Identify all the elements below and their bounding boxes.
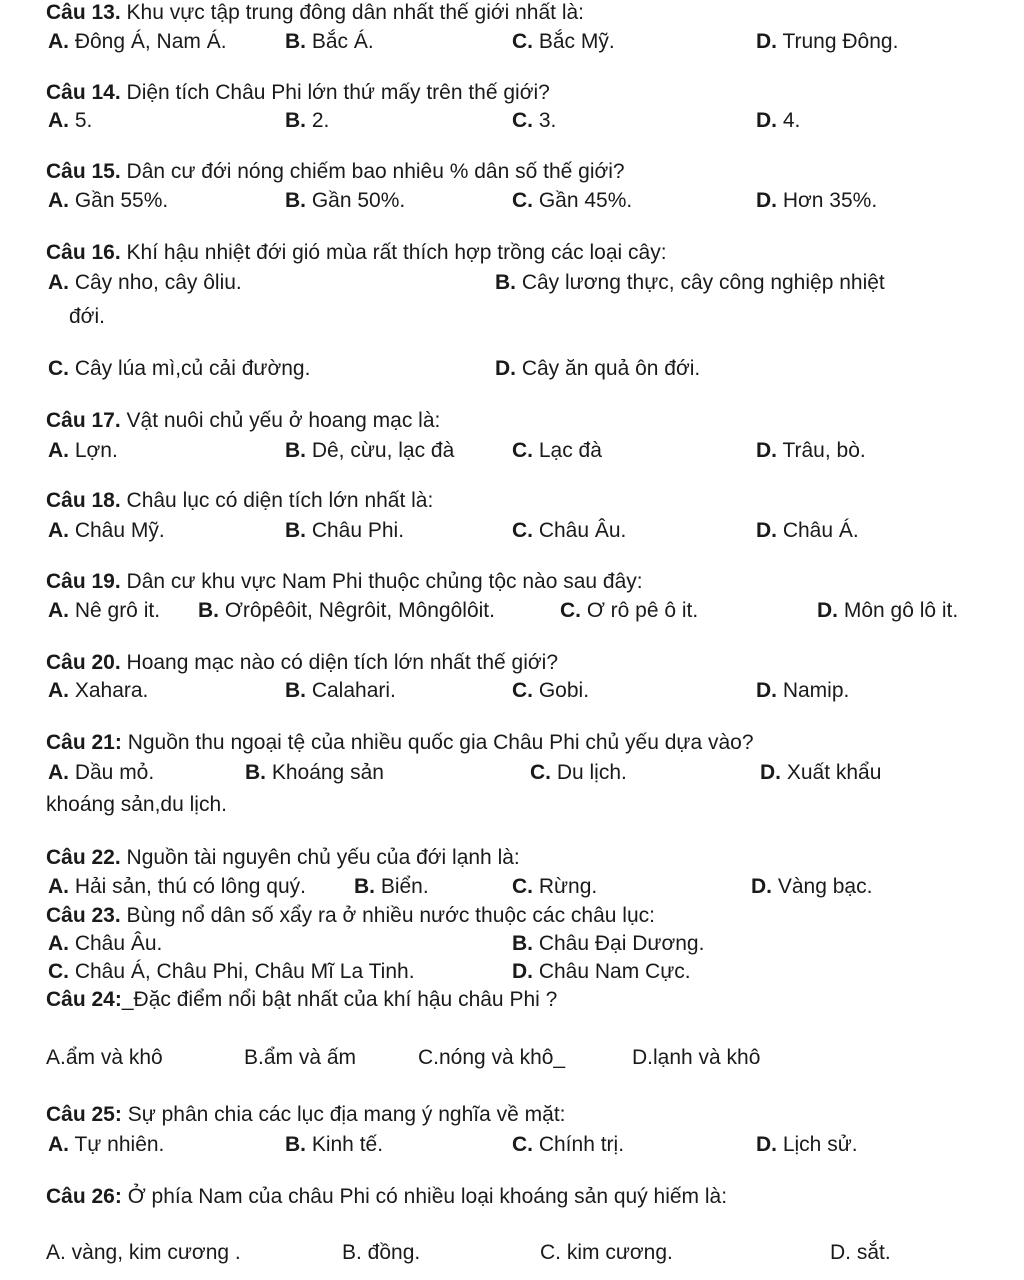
q13-option-d: D. Trung Đông. bbox=[756, 30, 899, 53]
q15-option-b: B. Gần 50%. bbox=[285, 189, 406, 212]
q18-option-b: B. Châu Phi. bbox=[285, 519, 405, 542]
q14-option-d: D. 4. bbox=[756, 109, 801, 132]
q17-option-b: B. Dê, cừu, lạc đà bbox=[285, 439, 455, 462]
question-19-stem: Câu 19. Dân cư khu vực Nam Phi thuộc chủng tộc nào sau đây: bbox=[46, 570, 643, 593]
question-14-stem: Câu 14. Diện tích Châu Phi lớn thứ mấy trên thế giới? bbox=[46, 81, 550, 104]
q16-option-b: B. Cây lương thực, cây công nghiệp nhiệt bbox=[495, 271, 885, 294]
question-20-stem: Câu 20. Hoang mạc nào có diện tích lớn nhất thế giới? bbox=[46, 651, 559, 674]
question-25-stem: Câu 25: Sự phân chia các lục địa mang ý nghĩa về mặt: bbox=[46, 1103, 566, 1126]
q16-option-b-continued: đới. bbox=[69, 305, 105, 328]
q15-option-d: D. Hơn 35%. bbox=[756, 189, 878, 212]
q17-option-c: C. Lạc đà bbox=[512, 439, 602, 462]
q21-option-a: A. Dầu mỏ. bbox=[48, 761, 155, 784]
question-18-stem: Câu 18. Châu lục có diện tích lớn nhất là: bbox=[46, 489, 434, 512]
question-24-stem: Câu 24:_Đặc điểm nổi bật nhất của khí hậu châu Phi ? bbox=[46, 988, 558, 1011]
q13-option-b: B. Bắc Á. bbox=[285, 30, 374, 53]
q21-option-b: B. Khoáng sản bbox=[245, 761, 384, 784]
q22-option-b: B. Biển. bbox=[354, 875, 429, 898]
q20-option-d: D. Namip. bbox=[756, 679, 850, 702]
q25-option-a: A. Tự nhiên. bbox=[48, 1133, 165, 1156]
q22-option-a: A. Hải sản, thú có lông quý. bbox=[48, 875, 306, 898]
q18-option-d: D. Châu Á. bbox=[756, 519, 859, 542]
q26-option-c: C. kim cương. bbox=[540, 1241, 673, 1264]
q14-option-a: A. 5. bbox=[48, 109, 93, 132]
q20-option-c: C. Gobi. bbox=[512, 679, 590, 702]
q23-option-b: B. Châu Đại Dương. bbox=[512, 932, 705, 955]
question-16-stem: Câu 16. Khí hậu nhiệt đới gió mùa rất thích hợp trồng các loại cây: bbox=[46, 241, 667, 264]
question-23-stem: Câu 23. Bùng nổ dân số xẩy ra ở nhiều nước thuộc các châu lục: bbox=[46, 904, 655, 927]
q16-option-c: C. Cây lúa mì,củ cải đường. bbox=[48, 357, 311, 380]
q26-option-b: B. đồng. bbox=[342, 1241, 421, 1264]
q24-option-a: A.ẩm và khô bbox=[46, 1046, 163, 1069]
q25-option-c: C. Chính trị. bbox=[512, 1133, 625, 1156]
question-22-stem: Câu 22. Nguồn tài nguyên chủ yếu của đới lạnh là: bbox=[46, 846, 520, 869]
q17-option-d: D. Trâu, bò. bbox=[756, 439, 866, 462]
q26-option-d: D. sắt. bbox=[830, 1241, 891, 1264]
q23-option-c: C. Châu Á, Châu Phi, Châu Mĩ La Tinh. bbox=[48, 960, 415, 983]
question-15-stem: Câu 15. Dân cư đới nóng chiếm bao nhiêu % dân số thế giới? bbox=[46, 160, 625, 183]
q19-option-a: A. Nê grô it. bbox=[48, 599, 161, 622]
q20-option-b: B. Calahari. bbox=[285, 679, 396, 702]
q13-option-a: A. Đông Á, Nam Á. bbox=[48, 30, 227, 53]
q14-option-c: C. 3. bbox=[512, 109, 557, 132]
q18-option-a: A. Châu Mỹ. bbox=[48, 519, 165, 542]
question-13-stem: Câu 13. Khu vực tập trung đông dân nhất thế giới nhất là: bbox=[46, 1, 585, 24]
q13-option-c: C. Bắc Mỹ. bbox=[512, 30, 615, 53]
q19-option-d: D. Môn gô lô it. bbox=[817, 599, 959, 622]
q21-option-c: C. Du lịch. bbox=[530, 761, 627, 784]
q19-option-c: C. Ơ rô pê ô it. bbox=[560, 599, 699, 622]
q24-option-c: C.nóng và khô_ bbox=[418, 1046, 566, 1069]
question-17-stem: Câu 17. Vật nuôi chủ yếu ở hoang mạc là: bbox=[46, 409, 441, 432]
q22-option-c: C. Rừng. bbox=[512, 875, 598, 898]
q26-option-a: A. vàng, kim cương . bbox=[46, 1241, 241, 1264]
q18-option-c: C. Châu Âu. bbox=[512, 519, 627, 542]
q21-option-d-continued: khoáng sản,du lịch. bbox=[46, 793, 227, 816]
q17-option-a: A. Lợn. bbox=[48, 439, 118, 462]
q16-option-d: D. Cây ăn quả ôn đới. bbox=[495, 357, 701, 380]
q20-option-a: A. Xahara. bbox=[48, 679, 149, 702]
q14-option-b: B. 2. bbox=[285, 109, 330, 132]
q24-option-b: B.ẩm và ấm bbox=[244, 1046, 357, 1069]
q23-option-d: D. Châu Nam Cực. bbox=[512, 960, 691, 983]
q25-option-b: B. Kinh tế. bbox=[285, 1133, 384, 1156]
q22-option-d: D. Vàng bạc. bbox=[751, 875, 873, 898]
q15-option-a: A. Gần 55%. bbox=[48, 189, 169, 212]
question-26-stem: Câu 26: Ở phía Nam của châu Phi có nhiều loại khoáng sản quý hiếm là: bbox=[46, 1185, 728, 1208]
q21-option-d: D. Xuất khẩu bbox=[760, 761, 882, 784]
q23-option-a: A. Châu Âu. bbox=[48, 932, 163, 955]
q24-option-d: D.lạnh và khô bbox=[632, 1046, 761, 1069]
q25-option-d: D. Lịch sử. bbox=[756, 1133, 858, 1156]
q16-option-a: A. Cây nho, cây ôliu. bbox=[48, 271, 242, 294]
q19-option-b: B. Ơrôpêôit, Nêgrôit, Môngôlôit. bbox=[198, 599, 495, 622]
q15-option-c: C. Gần 45%. bbox=[512, 189, 633, 212]
question-21-stem: Câu 21: Nguồn thu ngoại tệ của nhiều quốc gia Châu Phi chủ yếu dựa vào? bbox=[46, 731, 754, 754]
